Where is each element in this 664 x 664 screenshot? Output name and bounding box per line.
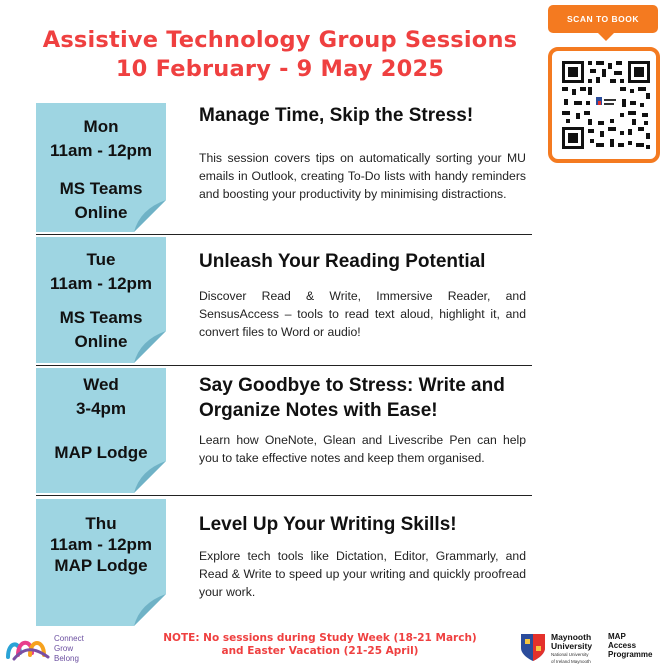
session-location-detail: Online bbox=[74, 332, 128, 351]
session-day: Wed bbox=[83, 375, 119, 394]
session-day: Tue bbox=[86, 250, 116, 269]
qr-code-frame[interactable] bbox=[548, 47, 660, 163]
session-time: 11am - 12pm bbox=[49, 141, 153, 160]
session-time: 3-4pm bbox=[75, 399, 127, 418]
title-line-1: Assistive Technology Group Sessions bbox=[42, 27, 518, 53]
page-title bbox=[20, 26, 540, 84]
session-location: MS Teams bbox=[59, 179, 143, 198]
cgb-line: Connect bbox=[54, 634, 84, 643]
cgb-line: Grow bbox=[54, 644, 74, 653]
note-line-1: NOTE: No sessions during Study Week (18-21 March) bbox=[163, 632, 477, 644]
title-line-2: 10 February - 9 May 2025 bbox=[115, 56, 445, 82]
mu-subtitle-line: National University bbox=[551, 652, 589, 657]
session-card-tue bbox=[36, 237, 166, 363]
map-line: Access bbox=[608, 641, 637, 650]
mu-name-line: Maynooth bbox=[551, 632, 592, 642]
session-day: Mon bbox=[83, 117, 119, 136]
map-access-programme-wordmark bbox=[608, 632, 652, 659]
session-heading bbox=[199, 249, 529, 274]
mu-name-line: University bbox=[551, 641, 593, 651]
session-location: MS Teams bbox=[59, 308, 143, 327]
mu-subtitle-line: of Ireland Maynooth bbox=[551, 658, 591, 664]
session-description: Learn how OneNote, Glean and Livescribe Pen can help you to take effective notes and keep them organised. bbox=[199, 433, 526, 465]
session-heading bbox=[199, 512, 529, 537]
session-heading-line: Unleash Your Reading Potential bbox=[199, 251, 486, 272]
section-divider bbox=[36, 234, 532, 235]
cgb-line: Belong bbox=[54, 654, 79, 663]
footer-note bbox=[150, 632, 490, 658]
session-day: Thu bbox=[85, 514, 117, 533]
qr-code-icon bbox=[558, 57, 654, 153]
connect-grow-belong-logo bbox=[4, 633, 52, 661]
session-time: 11am - 12pm bbox=[49, 274, 153, 293]
scan-to-book-badge: SCAN TO BOOK bbox=[548, 5, 658, 33]
session-heading-line: Organize Notes with Ease! bbox=[199, 400, 438, 421]
session-description: This session covers tips on automatically sorting your MU emails in Outlook, creating To-Do lists with handy reminders and boosting your productivity by minimising distractions. bbox=[199, 151, 526, 201]
map-line: MAP bbox=[608, 632, 626, 641]
note-line-2: and Easter Vacation (21-25 April) bbox=[221, 645, 419, 657]
session-heading-line: Level Up Your Writing Skills! bbox=[199, 514, 457, 535]
session-heading bbox=[199, 103, 529, 128]
session-card-wed bbox=[36, 368, 166, 493]
connect-grow-belong-text bbox=[54, 634, 84, 664]
session-heading bbox=[199, 373, 529, 423]
map-line: Programme bbox=[608, 650, 653, 659]
session-heading-line: Manage Time, Skip the Stress! bbox=[199, 105, 474, 126]
session-card-thu bbox=[36, 499, 166, 626]
session-description: Discover Read & Write, Immersive Reader, and SensusAccess – tools to read text aloud, highlight it, and convert files to Word or audio! bbox=[199, 289, 526, 339]
maynooth-crest-icon bbox=[519, 632, 547, 662]
session-card-mon bbox=[36, 103, 166, 232]
session-time: 11am - 12pm bbox=[49, 535, 153, 554]
maynooth-university-wordmark bbox=[551, 633, 592, 664]
session-location-detail: Online bbox=[74, 203, 128, 222]
session-location: MAP Lodge bbox=[54, 443, 148, 462]
section-divider bbox=[36, 495, 532, 496]
section-divider bbox=[36, 365, 532, 366]
session-heading-line: Say Goodbye to Stress: Write and bbox=[199, 375, 505, 396]
session-location: MAP Lodge bbox=[54, 556, 148, 575]
session-description: Explore tech tools like Dictation, Editor, Grammarly, and Read & Write to speed up your writing and quickly proofread your work. bbox=[199, 549, 526, 599]
